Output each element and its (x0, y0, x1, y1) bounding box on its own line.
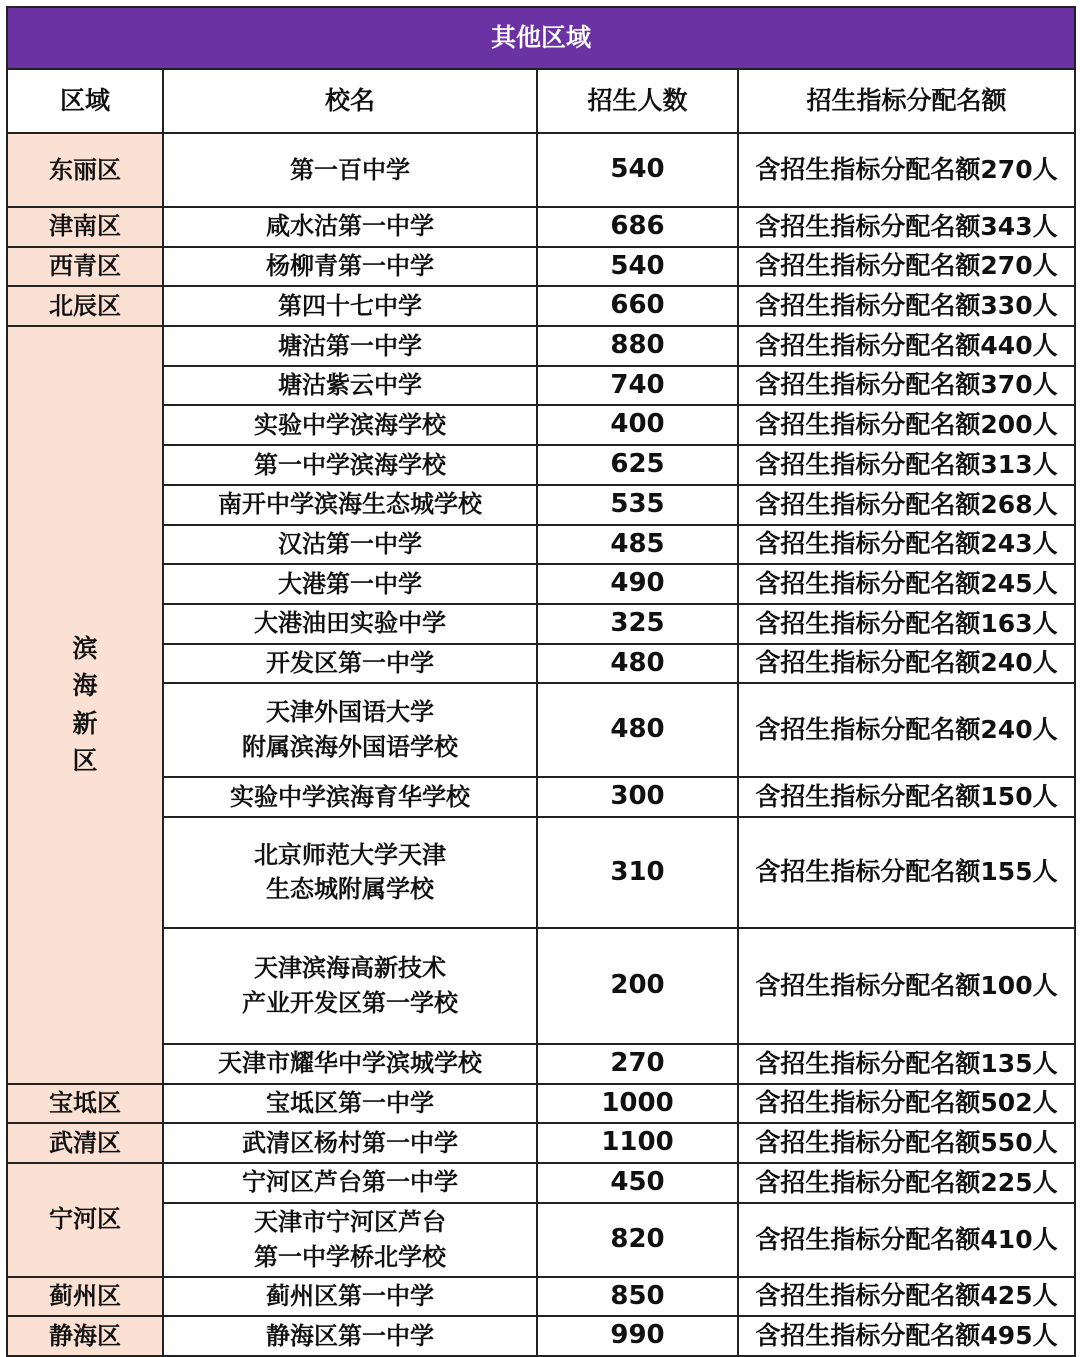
enrollment-cell: 850 (537, 1277, 738, 1317)
quota-cell: 含招生指标分配名额270人 (738, 247, 1075, 287)
district-vertical-label: 滨海新区 (72, 633, 98, 776)
quota-cell: 含招生指标分配名额425人 (738, 1277, 1075, 1317)
table-row (7, 817, 1075, 928)
title-row (7, 7, 1075, 69)
quota-cell: 含招生指标分配名额410人 (738, 1203, 1075, 1277)
school-cell: 蓟州区第一中学 (163, 1277, 537, 1317)
quota-cell: 含招生指标分配名额163人 (738, 604, 1075, 644)
enrollment-cell: 450 (537, 1163, 738, 1203)
quota-cell: 含招生指标分配名额502人 (738, 1084, 1075, 1124)
quota-cell: 含招生指标分配名额440人 (738, 326, 1075, 366)
school-cell (163, 683, 537, 777)
table-row (7, 777, 1075, 817)
school-cell: 宁河区芦台第一中学 (163, 1163, 537, 1203)
school-name-line-2: 附属滨海外国语学校 (242, 733, 458, 762)
quota-cell: 含招生指标分配名额370人 (738, 366, 1075, 406)
school-name-line-1: 天津市宁河区芦台 (254, 1207, 446, 1236)
table-row (7, 644, 1075, 684)
district-cell: 东丽区 (7, 133, 163, 207)
school-cell: 开发区第一中学 (163, 644, 537, 684)
school-cell: 咸水沽第一中学 (163, 207, 537, 247)
school-cell: 塘沽紫云中学 (163, 366, 537, 406)
district-cell (7, 326, 163, 1084)
table-row (7, 405, 1075, 445)
quota-cell: 含招生指标分配名额270人 (738, 133, 1075, 207)
district-cell: 静海区 (7, 1316, 163, 1356)
table-row (7, 1316, 1075, 1356)
enrollment-cell: 990 (537, 1316, 738, 1356)
school-cell: 静海区第一中学 (163, 1316, 537, 1356)
enrollment-cell: 535 (537, 485, 738, 525)
quota-cell: 含招生指标分配名额313人 (738, 445, 1075, 485)
enrollment-table-container (6, 6, 1074, 1357)
school-cell: 第一百中学 (163, 133, 537, 207)
school-cell: 武清区杨村第一中学 (163, 1123, 537, 1163)
school-name-line-1: 天津滨海高新技术 (254, 954, 446, 983)
table-row (7, 1163, 1075, 1203)
school-cell: 杨柳青第一中学 (163, 247, 537, 287)
enrollment-cell: 325 (537, 604, 738, 644)
school-cell: 大港油田实验中学 (163, 604, 537, 644)
enrollment-cell: 686 (537, 207, 738, 247)
school-cell: 塘沽第一中学 (163, 326, 537, 366)
quota-cell: 含招生指标分配名额150人 (738, 777, 1075, 817)
enrollment-cell: 880 (537, 326, 738, 366)
header-school: 校名 (163, 69, 537, 133)
header-quota: 招生指标分配名额 (738, 69, 1075, 133)
enrollment-cell: 485 (537, 525, 738, 565)
table-title: 其他区域 (7, 7, 1075, 69)
table-row (7, 525, 1075, 565)
enrollment-cell: 300 (537, 777, 738, 817)
table-row (7, 928, 1075, 1044)
quota-cell: 含招生指标分配名额268人 (738, 485, 1075, 525)
enrollment-cell: 540 (537, 133, 738, 207)
quota-cell: 含招生指标分配名额550人 (738, 1123, 1075, 1163)
enrollment-cell: 400 (537, 405, 738, 445)
school-cell: 实验中学滨海学校 (163, 405, 537, 445)
quota-cell: 含招生指标分配名额343人 (738, 207, 1075, 247)
header-enrollment: 招生人数 (537, 69, 738, 133)
quota-cell: 含招生指标分配名额240人 (738, 683, 1075, 777)
quota-cell: 含招生指标分配名额155人 (738, 817, 1075, 928)
school-cell: 大港第一中学 (163, 564, 537, 604)
school-cell: 南开中学滨海生态城学校 (163, 485, 537, 525)
enrollment-table (6, 6, 1076, 1357)
table-row (7, 366, 1075, 406)
school-cell (163, 817, 537, 928)
quota-cell: 含招生指标分配名额330人 (738, 286, 1075, 326)
table-row (7, 1277, 1075, 1317)
school-name-line-2: 产业开发区第一学校 (242, 988, 458, 1017)
table-row (7, 207, 1075, 247)
enrollment-cell: 310 (537, 817, 738, 928)
district-cell: 津南区 (7, 207, 163, 247)
enrollment-cell: 1100 (537, 1123, 738, 1163)
enrollment-cell: 1000 (537, 1084, 738, 1124)
enrollment-cell: 660 (537, 286, 738, 326)
table-row (7, 1123, 1075, 1163)
quota-cell: 含招生指标分配名额200人 (738, 405, 1075, 445)
header-row (7, 69, 1075, 133)
enrollment-cell: 490 (537, 564, 738, 604)
enrollment-cell: 740 (537, 366, 738, 406)
school-cell: 第一中学滨海学校 (163, 445, 537, 485)
school-cell: 天津市耀华中学滨城学校 (163, 1044, 537, 1084)
enrollment-cell: 820 (537, 1203, 738, 1277)
table-row (7, 485, 1075, 525)
table-row (7, 445, 1075, 485)
table-row (7, 286, 1075, 326)
school-name-line-2: 第一中学桥北学校 (254, 1242, 446, 1271)
quota-cell: 含招生指标分配名额135人 (738, 1044, 1075, 1084)
table-row (7, 564, 1075, 604)
quota-cell: 含招生指标分配名额495人 (738, 1316, 1075, 1356)
quota-cell: 含招生指标分配名额225人 (738, 1163, 1075, 1203)
district-cell: 西青区 (7, 247, 163, 287)
quota-cell: 含招生指标分配名额245人 (738, 564, 1075, 604)
table-row (7, 247, 1075, 287)
school-name-line-2: 生态城附属学校 (266, 875, 434, 904)
enrollment-cell: 270 (537, 1044, 738, 1084)
district-cell: 宁河区 (7, 1163, 163, 1277)
school-cell: 实验中学滨海育华学校 (163, 777, 537, 817)
enrollment-cell: 480 (537, 683, 738, 777)
school-cell: 汉沽第一中学 (163, 525, 537, 565)
table-row (7, 604, 1075, 644)
quota-cell: 含招生指标分配名额240人 (738, 644, 1075, 684)
enrollment-cell: 200 (537, 928, 738, 1044)
quota-cell: 含招生指标分配名额243人 (738, 525, 1075, 565)
header-district: 区域 (7, 69, 163, 133)
school-cell (163, 928, 537, 1044)
quota-cell: 含招生指标分配名额100人 (738, 928, 1075, 1044)
table-row (7, 1203, 1075, 1277)
district-cell: 北辰区 (7, 286, 163, 326)
district-cell: 武清区 (7, 1123, 163, 1163)
district-cell: 蓟州区 (7, 1277, 163, 1317)
school-cell (163, 1203, 537, 1277)
table-row (7, 1044, 1075, 1084)
district-cell: 宝坻区 (7, 1084, 163, 1124)
table-row (7, 683, 1075, 777)
school-cell: 第四十七中学 (163, 286, 537, 326)
table-row (7, 326, 1075, 366)
enrollment-cell: 540 (537, 247, 738, 287)
school-name-line-1: 天津外国语大学 (266, 698, 434, 727)
enrollment-cell: 480 (537, 644, 738, 684)
school-name-line-1: 北京师范大学天津 (254, 840, 446, 869)
table-row (7, 1084, 1075, 1124)
school-cell: 宝坻区第一中学 (163, 1084, 537, 1124)
table-row (7, 133, 1075, 207)
enrollment-cell: 625 (537, 445, 738, 485)
